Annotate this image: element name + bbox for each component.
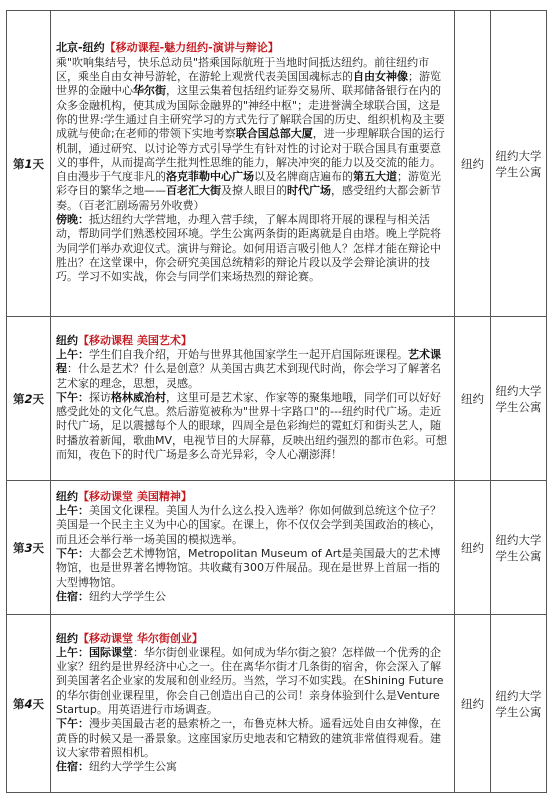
day-label: 第3天 [7,481,51,615]
day-content [51,481,455,615]
city-cell: 纽约 [455,481,491,615]
course-title: 【移动课程 美国艺术】 [78,333,192,347]
day-title: 北京-纽约【移动课程-魅力纽约-演讲与辩论】 [56,41,279,55]
afternoon-schedule: 下午：漫步美国最古老的悬索桥之一，布鲁克林大桥。遥看远处自由女神像，在黄昏的时候又是一番景象。这座国家历史地表和它精致的建筑非常值得观看。建议大家带着照相机。 [56,717,441,759]
table-row-day-1 [7,11,547,317]
course-title: 【移动课堂 美国精神】 [78,489,192,503]
day-title: 纽约【移动课堂 华尔街创业】 [56,631,203,645]
day-title: 纽约【移动课堂 美国精神】 [56,489,192,503]
hotel-cell: 纽约大学学生公寓 [491,615,547,793]
day-content [51,615,455,793]
morning-schedule: 上午：学生们自我介绍，开始与世界其他国家学生一起开启国际班课程。艺术课程：什么是艺术？什么是创意？从美国古典艺术到现代时尚，你会学习了解著名艺术家的理念，思想，灵感。 [56,347,441,390]
accommodation: 住宿：纽约大学学生公 [56,589,166,603]
day-number: 4 [24,696,33,711]
hotel-cell: 纽约大学学生公寓 [491,481,547,615]
hotel-cell: 纽约大学学生公寓 [491,11,547,317]
accommodation: 住宿：纽约大学学生公寓 [56,760,177,774]
course-title: 【移动课程-魅力纽约-演讲与辩论】 [104,41,279,55]
city-cell: 纽约 [455,317,491,481]
day-content [51,317,455,481]
day-label: 第2天 [7,317,51,481]
afternoon-schedule: 下午：探访格林威治村，这里可是艺术家、作家等的聚集地哦，同学们可以好好感受此处的文化气息。然后游览被称为"世界十字路口"的---纽约时代广场。走近时代广场，足以震撼每个人的眼球，四周全是色彩绚烂的霓虹灯和街头艺人，随时播放着新闻，歌曲MV，电视节目的大屏幕，反映出纽约强烈的都市色彩。可想而知，夜色下的时代广场是多么奇光异彩，令人心潮澎湃！ [56,390,448,462]
day-number: 2 [24,391,33,406]
day-label: 第4天 [7,615,51,793]
course-title: 【移动课堂 华尔街创业】 [78,631,203,645]
hotel-cell: 纽约大学学生公寓 [491,317,547,481]
day-label: 第1天 [7,11,51,317]
day-number: 3 [24,540,33,555]
table-row-day-3 [7,481,547,615]
morning-schedule: 上午：美国文化课程。美国人为什么这么投入选举？你如何做到总统这个位子？美国是一个民主主义为中心的国家。在课上，你不仅仅会学到美国政治的核心，而且还会举行举一场美国的模拟选举。 [56,504,441,546]
day-number: 1 [24,156,33,171]
city-cell: 纽约 [455,11,491,317]
day-description: 乘"吹响集结号，快乐总动员"搭乘国际航班于当地时间抵达纽约。前往纽约市区，乘坐自由女神号游轮，在游轮上观赏代表美国国魂标志的自由女神像；游览世界的金融中心华尔街，这里云集着包括纽约证券交易所、联邦储备银行在内的众多金融机构，使其成为国际金融界的"神经中枢"；走进誉满全球联合国，这是你的世界:学生通过自主研究学习的方式先行了解联合国的历史、组织机构及主要成就与使命;在老师的带领下实地考察联合国总部大厦，进一步理解联合国的运行机制，通过研究、以讨论等方式引导学生有针对性的讨论对于联合国具有重要意义的事件，从而提高学生批判性思维的能力，解决冲突的能力以及交流的能力。自由漫步于气度非凡的洛克菲勒中心广场以及名牌商店遍布的第五大道；游览光彩夺目的繁华之地——百老汇大街及撩人眼目的时代广场，感受纽约大都会新节奏。（百老汇剧场需另外收费） [56,55,445,212]
evening-schedule: 傍晚：抵达纽约大学营地，办理入营手续，了解本周即将开展的课程与相关活动，帮助同学们熟悉校园环境。学生公寓两条街的距离就是自由塔。晚上学院将为同学们举办欢迎仪式。演讲与辩论。如何用语言吸引他人？怎样才能在辩论中胜出？在这堂课中，你会研究美国总统精彩的辩论片段以及学会辩论演讲的技巧。学习不如实战，你会与同学们来场热烈的辩论赛。 [56,213,441,284]
day-title: 纽约【移动课程 美国艺术】 [56,333,192,347]
city-cell: 纽约 [455,615,491,793]
table-row-day-2 [7,317,547,481]
afternoon-schedule: 下午：大都会艺术博物馆，Metropolitan Museum of Art是美国最大的艺术博物馆，也是世界著名博物馆。共收藏有300万件展品。现在是世界上首屈一指的大型博物馆。 [56,547,441,589]
itinerary-table [6,10,547,793]
morning-schedule: 上午：国际课堂：华尔街创业课程。如何成为华尔街之狼？怎样做一个优秀的企业家？纽约是世界经济中心之一。住在离华尔街才几条街的宿舍，你会深入了解到美国著名企业家的发展和创业经历。当然，学习不如实践。在Shining Future的华尔街创业课程里，你会自己创造出自己的公司！亲身体验到什么是Venture Startup。用英语进行市场调查。 [56,645,444,716]
table-row-day-4 [7,615,547,793]
day-content [51,11,455,317]
